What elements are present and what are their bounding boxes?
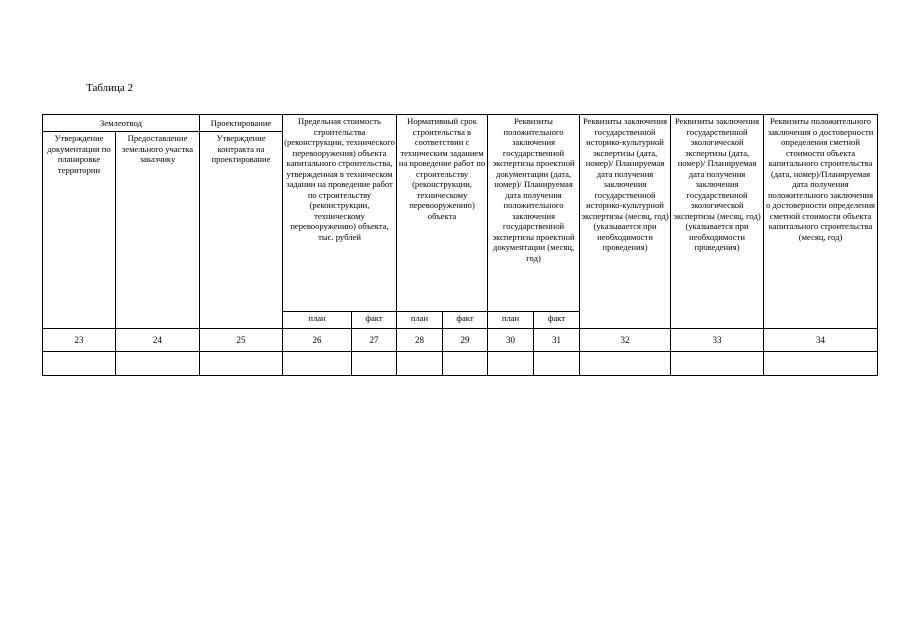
col-number: 24 <box>116 329 200 352</box>
table-cell <box>488 352 534 376</box>
plan-30: план <box>488 312 534 329</box>
table-cell <box>764 352 878 376</box>
table-cell <box>534 352 580 376</box>
table-cell <box>116 352 200 376</box>
header-design: Проектирование <box>200 115 283 132</box>
header-land-provision: Предоставление земельного участка заказчику <box>116 132 200 329</box>
header-planning-approval: Утверждение документации по планировке территории <box>43 132 116 329</box>
col-number: 28 <box>397 329 443 352</box>
fact-27: факт <box>352 312 397 329</box>
header-ecological-expertise: Реквизиты заключения государственной экологической экспертизы (дата, номер)/ Планируемая дата получения заключения государственной экологической экспертизы (месяц, год) (указывается при необходимости проведения) <box>671 115 764 329</box>
col-number: 33 <box>671 329 764 352</box>
col-number: 30 <box>488 329 534 352</box>
fact-29: факт <box>443 312 488 329</box>
col-number: 23 <box>43 329 116 352</box>
header-cost: Предельная стоимость строительства (реконструкции, технического перевооружения) объекта капитального строительства, утвержденная в техническом задании на проведение работ по строительству (реконструкции, техническому перевооружению) объекта, тыс. рублей <box>283 115 397 312</box>
plan-28: план <box>397 312 443 329</box>
header-land: Землеотвод <box>43 115 200 132</box>
table-cell <box>352 352 397 376</box>
col-number: 29 <box>443 329 488 352</box>
fact-31: факт <box>534 312 580 329</box>
header-state-expertise: Реквизиты положительного заключения государственной экспертизы проектной документации (дата, номер)/ Планируемая дата получения положительного заключения государственной экспертизы проектной документации (месяц, год) <box>488 115 580 312</box>
plan-26: план <box>283 312 352 329</box>
table-cell <box>397 352 443 376</box>
col-number: 25 <box>200 329 283 352</box>
col-number: 32 <box>580 329 671 352</box>
table-cell <box>283 352 352 376</box>
table-cell <box>671 352 764 376</box>
col-number: 31 <box>534 329 580 352</box>
header-cost-reliability: Реквизиты положительного заключения о достоверности определения сметной стоимости объекта капитального строительства (дата, номер)/Планируемая дата получения положительного заключения о достоверности определения сметной стоимости объекта капитального строительства (месяц, год) <box>764 115 878 329</box>
col-number: 34 <box>764 329 878 352</box>
col-number: 27 <box>352 329 397 352</box>
header-contract-approval: Утверждение контракта на проектирование <box>200 132 283 329</box>
table-cell <box>580 352 671 376</box>
table-cell <box>43 352 116 376</box>
column-numbers-row <box>43 329 878 352</box>
table-caption: Таблица 2 <box>86 82 134 94</box>
table-cell <box>200 352 283 376</box>
header-term: Нормативный срок строительства в соответствии с техническим заданием на проведение работ по строительству (реконструкции, техническому перевооружению) объекта <box>397 115 488 312</box>
empty-data-row <box>43 352 878 376</box>
table-cell <box>443 352 488 376</box>
col-number: 26 <box>283 329 352 352</box>
header-historical-expertise: Реквизиты заключения государственной историко-культурной экспертизы (дата, номер)/ Планируемая дата получения заключения государственной историко-культурной экспертизы (месяц, год) (указывается при необходимости проведения) <box>580 115 671 329</box>
data-table <box>42 114 878 376</box>
